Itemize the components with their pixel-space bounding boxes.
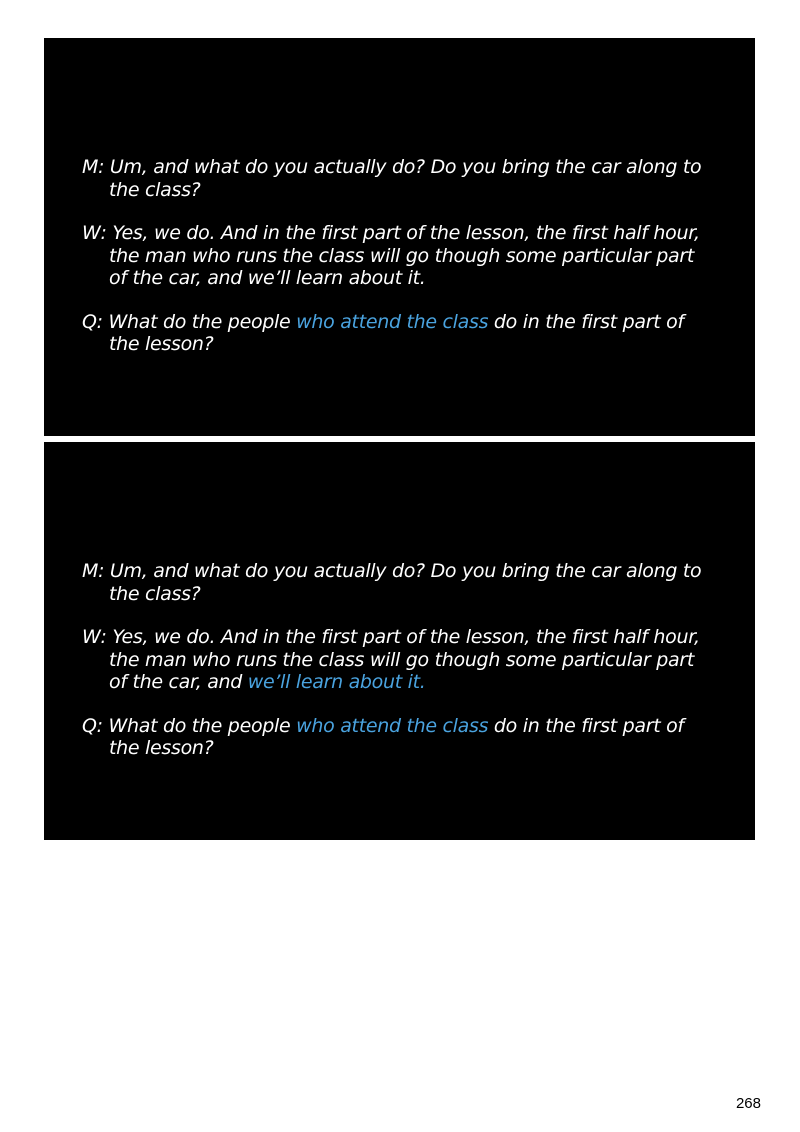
slide-2-woman-line-highlight: we’ll learn about it. [247, 671, 426, 693]
slide-1-question-suffix: do in the first part of the lesson? [109, 310, 684, 355]
slide-2-woman-line [82, 626, 715, 694]
slide-1-question-highlight: who attend the class [296, 310, 489, 333]
slide-2-question-prefix: Q: What do the people [82, 714, 297, 737]
slide-2 [44, 442, 755, 840]
slide-2-dialog [82, 560, 715, 781]
slide-2-question-suffix: do in the first part of the lesson? [109, 714, 684, 759]
slide-1 [44, 38, 755, 436]
slide-2-man-line: M: Um, and what do you actually do? Do you bring the car along to the class? [82, 560, 702, 605]
slide-2-question [82, 715, 715, 760]
slide-1-man-line: M: Um, and what do you actually do? Do you bring the car along to the class? [82, 156, 702, 201]
slide-1-woman-line: W: Yes, we do. And in the first part of the lesson, the first half hour, the man who runs the class will go though some particular part of the car, and we’ll learn about it. [82, 222, 700, 289]
slide-1-dialog [82, 156, 715, 377]
slide-1-question-prefix: Q: What do the people [82, 310, 297, 333]
page-number: 268 [735, 1095, 761, 1112]
slide-2-question-highlight: who attend the class [296, 714, 489, 737]
slide-2-woman-line-prefix: W: Yes, we do. And in the first part of the lesson, the first half hour, the man who runs the class will go though some particular part of the car, and [82, 626, 700, 693]
slide-1-question [82, 311, 715, 356]
